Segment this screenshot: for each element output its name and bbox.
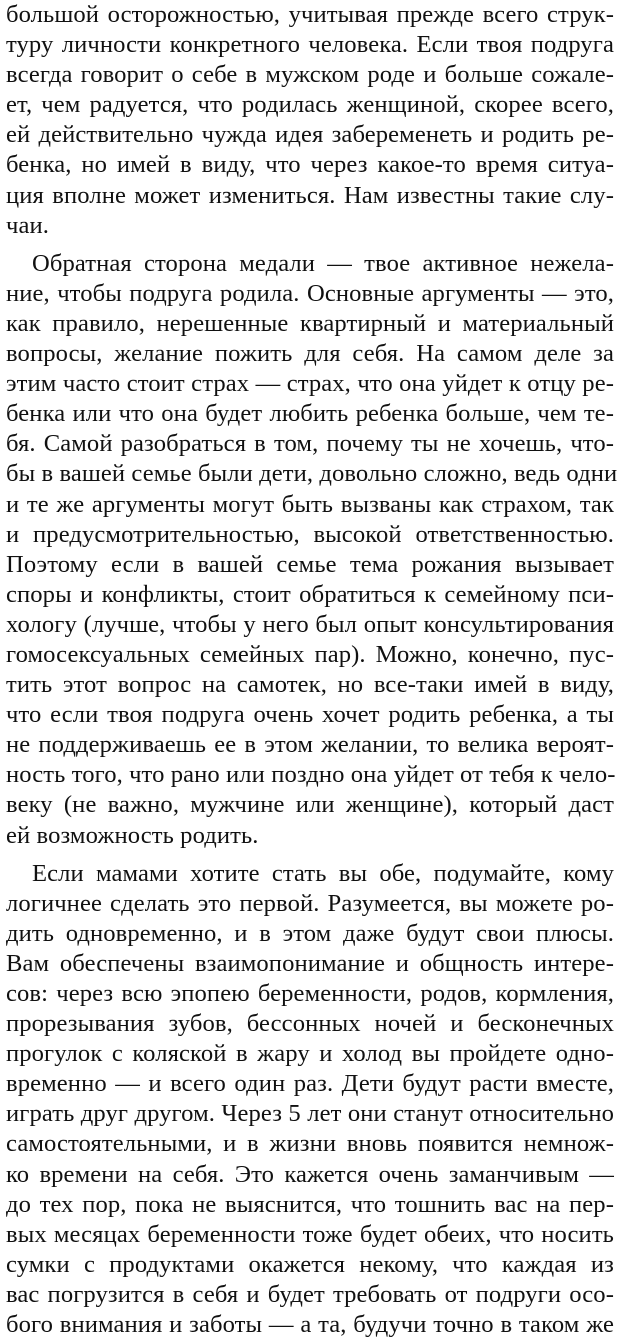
text-line: ние, чтобы подруга родила. Основные аргументы — это,: [6, 279, 614, 307]
text-line: хологу (лучше, чтобы у него был опыт консультирования: [6, 610, 614, 638]
text-line: не поддерживаешь ее в этом желании, то велика вероят-: [6, 731, 614, 759]
text-line: бенка, но имей в виду, что через какое-то время ситуа-: [6, 151, 614, 179]
text-line: прорезывания зубов, бессонных ночей и бесконечных: [6, 1010, 614, 1038]
text-line: ей действительно чужда идея забеременеть и родить ре-: [6, 121, 614, 149]
paragraph-gap: [6, 241, 614, 249]
paragraph-1: [6, 0, 614, 241]
text-line: прогулок с коляской в жару и холод вы пройдете одно-: [6, 1040, 614, 1068]
text-line: ность того, что рано или поздно она уйдет от тебя к чело-: [6, 761, 616, 789]
text-line: самостоятельными, и в жизни вновь появится немнож-: [6, 1130, 614, 1158]
paragraph-3: [6, 859, 614, 1340]
text-line: веку (не важно, мужчине или женщине), который даст: [6, 791, 614, 819]
text-line: сов: через всю эпопею беременности, родов, кормления,: [6, 980, 614, 1007]
text-line: чаи.: [6, 211, 49, 239]
text-line: ция вполне может измениться. Нам известны такие слу-: [6, 181, 614, 209]
text-line: бенка или что она будет любить ребенка больше, чем те-: [6, 400, 614, 428]
text-line: как правило, нерешенные квартирный и материальный: [6, 309, 614, 337]
text-line: и предусмотрительностью, высокой ответственностью.: [6, 520, 614, 548]
text-line: Если мамами хотите стать вы обе, подумайте, кому: [32, 859, 614, 887]
text-line: логичнее сделать это первой. Разумеется, вы можете ро-: [6, 889, 614, 917]
text-line: этим часто стоит страх — страх, что она уйдет к отцу ре-: [6, 370, 614, 398]
text-line: споры и конфликты, стоит обратиться к семейному пси-: [6, 580, 614, 608]
text-line: что если твоя подруга очень хочет родить ребенка, а ты: [6, 701, 614, 729]
text-line: туру личности конкретного человека. Если твоя подруга: [6, 31, 614, 59]
text-line: вас погрузится в себя и будет требовать от подруги осо-: [6, 1280, 614, 1308]
text-line: Обратная сторона медали — твое активное нежела-: [32, 249, 614, 277]
paragraph-gap: [6, 851, 614, 859]
paragraph-2: [6, 249, 618, 851]
text-line: бы в вашей семье были дети, довольно сложно, ведь одни: [6, 460, 618, 488]
text-line: временно — и всего один раз. Дети будут расти вместе,: [6, 1070, 614, 1098]
text-line: до тех пор, пока не выяснится, что тошнить вас на пер-: [6, 1190, 614, 1218]
text-line: сумки с продуктами окажется некому, что каждая из: [6, 1250, 614, 1278]
text-line: Поэтому если в вашей семье тема рожания вызывает: [6, 550, 614, 578]
text-line: вопросы, желание пожить для себя. На самом деле за: [6, 340, 614, 368]
text-line: тить этот вопрос на самотек, но все-таки имей в виду,: [6, 671, 614, 699]
text-line: ет, чем радуется, что родилась женщиной, скорее всего,: [6, 91, 614, 119]
text-line: играть друг другом. Через 5 лет они станут относительно: [6, 1100, 614, 1128]
text-line: бого внимания и заботы — а та, будучи точно в таком же: [6, 1311, 614, 1339]
text-line: всегда говорит о себе в мужском роде и больше сожале-: [6, 61, 614, 89]
text-line: большой осторожностью, учитывая прежде всего струк-: [6, 1, 614, 28]
text-line: вых месяцах беременности тоже будет обеих, что носить: [6, 1220, 614, 1248]
text-line: ко времени на себя. Это кажется очень заманчивым —: [6, 1160, 614, 1188]
text-line: гомосексуальных семейных пар). Можно, конечно, пус-: [6, 640, 614, 668]
text-line: и те же аргументы могут быть вызваны как страхом, так: [6, 490, 614, 518]
text-line: бя. Самой разобраться в том, почему ты не хочешь, что-: [6, 430, 614, 458]
text-line: ей возможность родить.: [6, 821, 259, 849]
text-line: дить одновременно, и в этом даже будут свои плюсы.: [6, 919, 614, 947]
text-line: Вам обеспечены взаимопонимание и общность интере-: [6, 949, 614, 977]
